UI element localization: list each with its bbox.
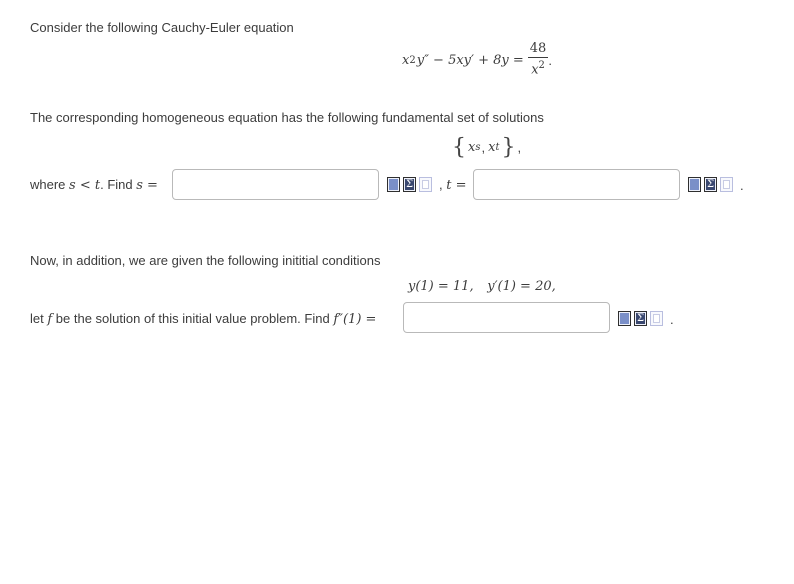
- set-open-brace: {: [452, 134, 466, 160]
- set-base2: x: [488, 139, 496, 155]
- s-label: s =: [136, 178, 158, 193]
- sum-icon[interactable]: Σ: [403, 177, 416, 192]
- preview-icon[interactable]: [688, 177, 701, 192]
- set-sep: ,: [481, 139, 486, 155]
- final-f: f: [47, 312, 53, 327]
- where-cond: s < t: [69, 178, 101, 193]
- set-exp1: s: [475, 141, 481, 153]
- eq-lhs: y″ − 5xy′ + 8y =: [416, 52, 524, 68]
- set-exp2: t: [495, 141, 500, 153]
- set-end: ,: [517, 139, 522, 155]
- s-input-tools: [387, 177, 432, 192]
- help-icon[interactable]: [650, 311, 663, 326]
- t-label: t =: [446, 178, 467, 193]
- cauchy-euler-equation: [402, 41, 552, 79]
- eq-fraction: [528, 42, 549, 77]
- t-sep: ,: [439, 177, 443, 192]
- f-input-tools: [618, 311, 663, 326]
- condition-yprime: y′(1) = 20,: [487, 279, 556, 294]
- conditions-text: Now, in addition, we are given the following inititial conditions: [30, 253, 381, 268]
- eq-x: x: [402, 52, 410, 68]
- preview-icon[interactable]: [387, 177, 400, 192]
- where-end: .: [740, 178, 744, 193]
- help-icon[interactable]: [720, 177, 733, 192]
- final-question: [30, 311, 376, 327]
- initial-conditions: [408, 278, 556, 294]
- eq-numerator: 48: [529, 41, 547, 57]
- homogeneous-text: The corresponding homogeneous equation has the following fundamental set of solutions: [30, 110, 544, 125]
- final-end: .: [670, 312, 674, 327]
- eq-end: .: [548, 52, 552, 68]
- sum-icon[interactable]: Σ: [634, 311, 647, 326]
- fpp-answer-input[interactable]: [403, 302, 610, 333]
- set-close-brace: }: [501, 134, 516, 160]
- eq-den-base: x: [531, 62, 539, 78]
- where-label: [30, 177, 158, 193]
- final-prefix: let: [30, 311, 44, 326]
- eq-den-sup: 2: [538, 60, 545, 72]
- help-icon[interactable]: [419, 177, 432, 192]
- condition-y: y(1) = 11,: [408, 279, 474, 294]
- final-ask: f″(1) =: [333, 312, 377, 327]
- eq-sup: 2: [409, 54, 416, 66]
- s-answer-input[interactable]: [172, 169, 379, 200]
- where-find: . Find: [100, 177, 133, 192]
- t-label-group: [439, 177, 467, 193]
- intro-text: Consider the following Cauchy-Euler equation: [30, 20, 294, 35]
- final-text: be the solution of this initial value problem. Find: [55, 311, 330, 326]
- set-base1: x: [468, 139, 476, 155]
- where-prefix: where: [30, 177, 66, 192]
- fundamental-set: [452, 131, 521, 163]
- sum-icon[interactable]: Σ: [704, 177, 717, 192]
- t-answer-input[interactable]: [473, 169, 680, 200]
- preview-icon[interactable]: [618, 311, 631, 326]
- t-input-tools: [688, 177, 733, 192]
